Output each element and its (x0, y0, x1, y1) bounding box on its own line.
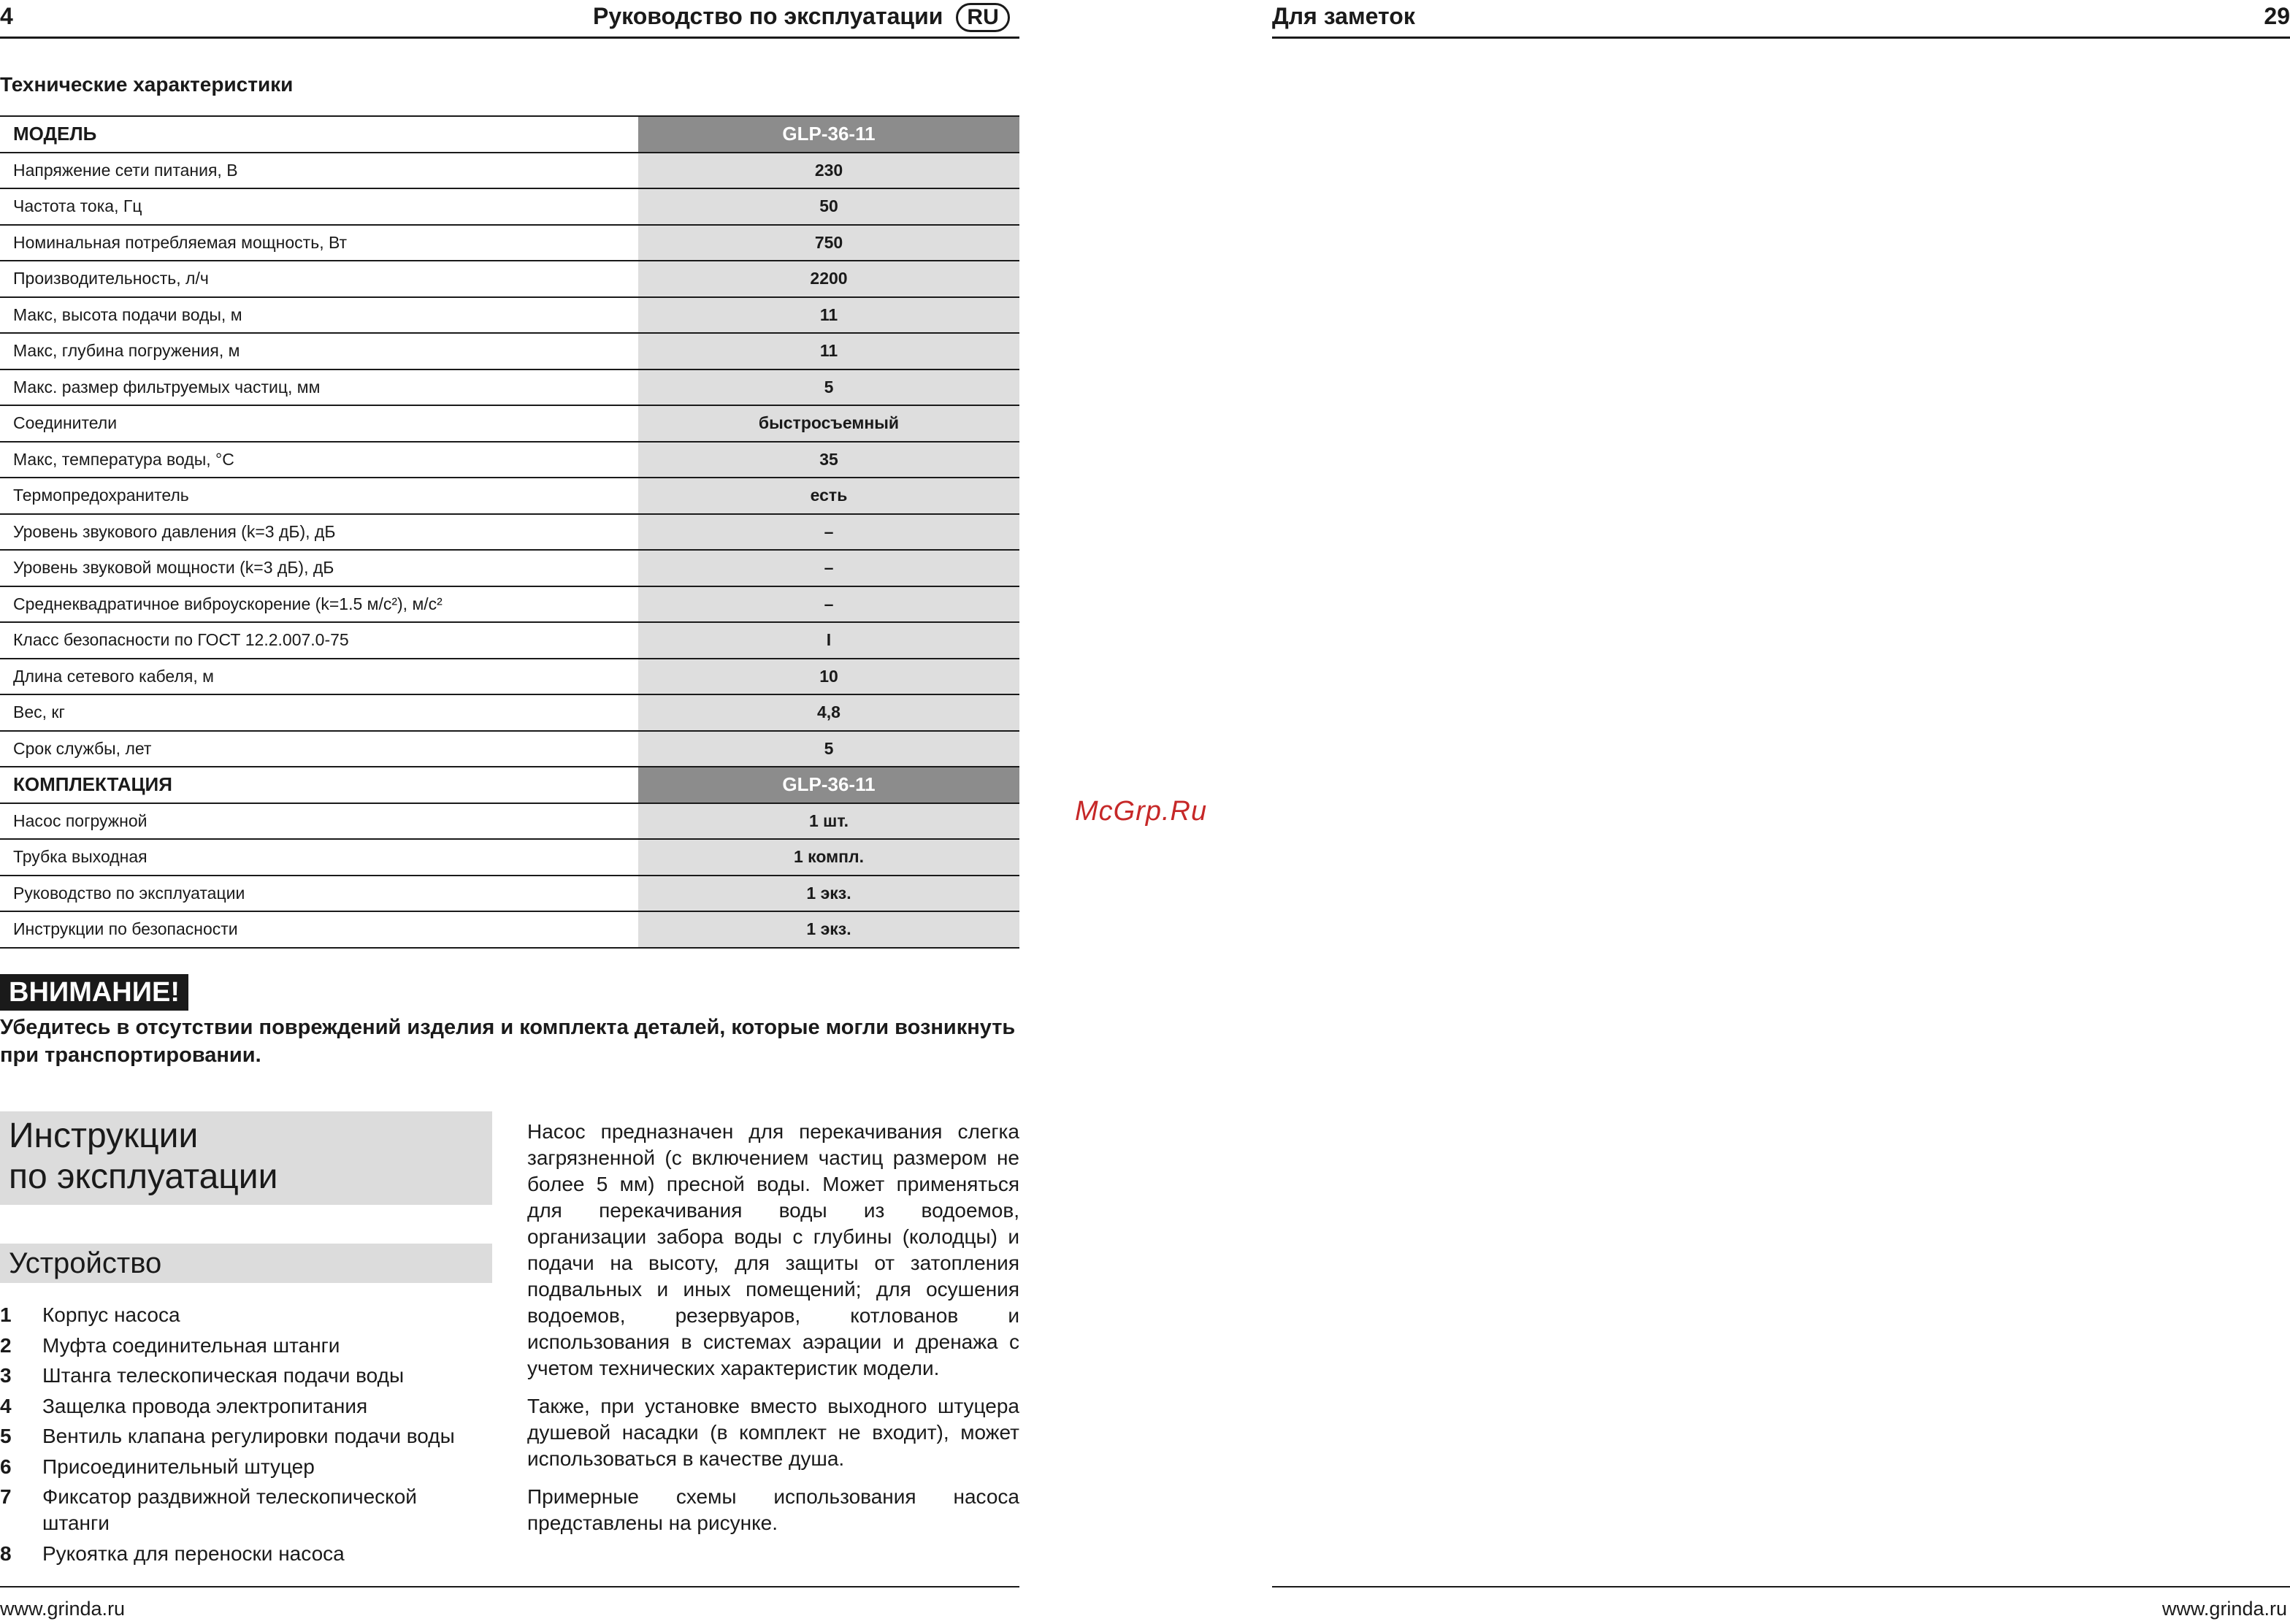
manual-title: Руководство по эксплуатации (593, 3, 943, 29)
kit-row (0, 803, 1019, 840)
left-footer-rule (0, 1586, 1019, 1587)
spec-label: Макс. размер фильтруемых частиц, мм (0, 369, 638, 406)
spec-row (0, 514, 1019, 551)
left-header-rule (0, 37, 1019, 39)
left-page-number: 4 (0, 3, 13, 29)
spec-label: Термопредохранитель (0, 478, 638, 514)
spec-value: 5 (638, 369, 1019, 406)
description-text (527, 1119, 1019, 1548)
spec-value: 1 экз. (638, 911, 1019, 948)
spec-label: Вес, кг (0, 694, 638, 731)
instructions-heading-line2: по эксплуатации (9, 1157, 278, 1196)
kit-row (0, 876, 1019, 912)
list-item (0, 1454, 489, 1480)
right-footer-url[interactable]: www.grinda.ru (2161, 1598, 2287, 1620)
spec-row (0, 550, 1019, 586)
spec-value: 5 (638, 731, 1019, 767)
spec-label: Уровень звуковой мощности (k=3 дБ), дБ (0, 550, 638, 586)
list-item (0, 1423, 489, 1449)
part-text: Штанга телескопическая подачи воды (42, 1364, 405, 1387)
right-page-number: 29 (2264, 3, 2290, 29)
device-heading: Устройство (9, 1247, 162, 1279)
kit-row (0, 839, 1019, 876)
spec-row (0, 333, 1019, 369)
list-item (0, 1333, 489, 1359)
spec-row (0, 261, 1019, 297)
part-text: Корпус насоса (42, 1303, 180, 1326)
left-footer-url[interactable]: www.grinda.ru (0, 1598, 126, 1620)
warning-text: Убедитесь в отсутствии повреждений изделия и комплекта деталей, которые могли возникнуть при транспортировании. (0, 1016, 1016, 1067)
part-number: 3 (0, 1364, 12, 1387)
part-number: 8 (0, 1541, 12, 1565)
description-paragraph: Также, при установке вместо выходного штуцера душевой насадки (в комплект не входит), может использоваться в качестве душа. (527, 1395, 1019, 1470)
part-text: Муфта соединительная штанги (42, 1333, 340, 1357)
spec-value: быстросъемный (638, 405, 1019, 442)
instructions-heading-line1: Инструкции (9, 1116, 199, 1155)
spec-value: есть (638, 478, 1019, 514)
part-number: 5 (0, 1425, 12, 1447)
spec-value: 4,8 (638, 694, 1019, 731)
spec-row (0, 153, 1019, 189)
part-text: Присоединительный штуцер (42, 1455, 315, 1478)
instructions-heading-box (0, 1111, 492, 1205)
lang-badge: RU (956, 3, 1009, 32)
spec-value: 1 компл. (638, 839, 1019, 876)
spec-row (0, 694, 1019, 731)
parts-list (0, 1302, 489, 1571)
spec-value: 35 (638, 442, 1019, 478)
left-header-title (593, 1, 1010, 32)
right-header-title: Для заметок (1272, 3, 1415, 29)
spec-label: Макс, температура воды, °С (0, 442, 638, 478)
watermark: McGrp.Ru (1075, 796, 1208, 827)
list-item (0, 1393, 489, 1420)
table-section-label: КОМПЛЕКТАЦИЯ (0, 767, 638, 803)
part-text: Фиксатор раздвижной телескопической штанги (42, 1485, 417, 1534)
spec-value: – (638, 550, 1019, 586)
part-number: 6 (0, 1455, 12, 1478)
description-paragraph: Насос предназначен для перекачивания слегка загрязненной (с включением частиц размером не более 5 мм) пресной воды. Может применяться для перекачивания воды из водоемов, организации забора воды с глубины (колодцы) и подачи на высоту, для защиты от затопления подвальных и иных помещений; для осушения водоемов, резервуаров, котлованов и использования в системах аэрации и дренажа с учетом технических характеристик модели. (527, 1120, 1019, 1379)
list-item (0, 1541, 489, 1567)
description-paragraph: Примерные схемы использования насоса представлены на рисунке. (527, 1485, 1019, 1534)
spec-row (0, 188, 1019, 225)
instructions-heading (0, 1111, 492, 1202)
spec-label: Напряжение сети питания, В (0, 153, 638, 189)
spec-table (0, 115, 1019, 949)
spec-label: Трубка выходная (0, 839, 638, 876)
spec-value: 11 (638, 297, 1019, 334)
spec-row (0, 369, 1019, 406)
spec-value: I (638, 622, 1019, 659)
list-item (0, 1363, 489, 1389)
spec-label: Руководство по эксплуатации (0, 876, 638, 912)
right-footer-rule (1272, 1586, 2290, 1587)
part-number: 2 (0, 1333, 12, 1357)
spec-label: Срок службы, лет (0, 731, 638, 767)
spec-row (0, 731, 1019, 767)
spec-label: Макс, высота подачи воды, м (0, 297, 638, 334)
spec-row (0, 622, 1019, 659)
warning-badge: ВНИМАНИЕ! (0, 974, 188, 1011)
right-header-rule (1272, 37, 2290, 39)
spec-value: 10 (638, 659, 1019, 695)
kit-header-row (0, 767, 1019, 803)
spec-label: Частота тока, Гц (0, 188, 638, 225)
part-text: Защелка провода электропитания (42, 1394, 368, 1417)
spec-label: Номинальная потребляемая мощность, Вт (0, 225, 638, 261)
spec-row (0, 478, 1019, 514)
spec-label: Длина сетевого кабеля, м (0, 659, 638, 695)
part-number: 1 (0, 1303, 12, 1326)
spec-value: 230 (638, 153, 1019, 189)
spec-row (0, 659, 1019, 695)
spec-value: 2200 (638, 261, 1019, 297)
spec-value: – (638, 586, 1019, 623)
spec-label: Производительность, л/ч (0, 261, 638, 297)
spec-value: 1 экз. (638, 876, 1019, 912)
table-model-header: GLP-36-11 (638, 116, 1019, 153)
kit-row (0, 911, 1019, 948)
spec-label: Класс безопасности по ГОСТ 12.2.007.0-75 (0, 622, 638, 659)
spec-value: 1 шт. (638, 803, 1019, 840)
spec-label: Уровень звукового давления (k=3 дБ), дБ (0, 514, 638, 551)
part-number: 4 (0, 1394, 12, 1417)
spec-row (0, 442, 1019, 478)
spec-label: Насос погружной (0, 803, 638, 840)
spec-row (0, 586, 1019, 623)
part-number: 7 (0, 1485, 12, 1508)
spec-title: Технические характеристики (0, 73, 294, 96)
spec-row (0, 405, 1019, 442)
spec-row (0, 225, 1019, 261)
spec-value: – (638, 514, 1019, 551)
list-item (0, 1484, 489, 1536)
part-text: Вентиль клапана регулировки подачи воды (42, 1425, 455, 1447)
spec-value: 750 (638, 225, 1019, 261)
part-text: Рукоятка для переноски насоса (42, 1541, 345, 1565)
device-heading-box (0, 1244, 492, 1283)
table-section-label: МОДЕЛЬ (0, 116, 638, 153)
spec-label: Инструкции по безопасности (0, 911, 638, 948)
spec-label: Среднеквадратичное виброускорение (k=1.5 м/с²), м/с² (0, 586, 638, 623)
spec-value: 11 (638, 333, 1019, 369)
spec-label: Соединители (0, 405, 638, 442)
table-model-header: GLP-36-11 (638, 767, 1019, 803)
spec-row (0, 297, 1019, 334)
list-item (0, 1302, 489, 1328)
spec-label: Макс, глубина погружения, м (0, 333, 638, 369)
spec-value: 50 (638, 188, 1019, 225)
spec-header-row (0, 116, 1019, 153)
